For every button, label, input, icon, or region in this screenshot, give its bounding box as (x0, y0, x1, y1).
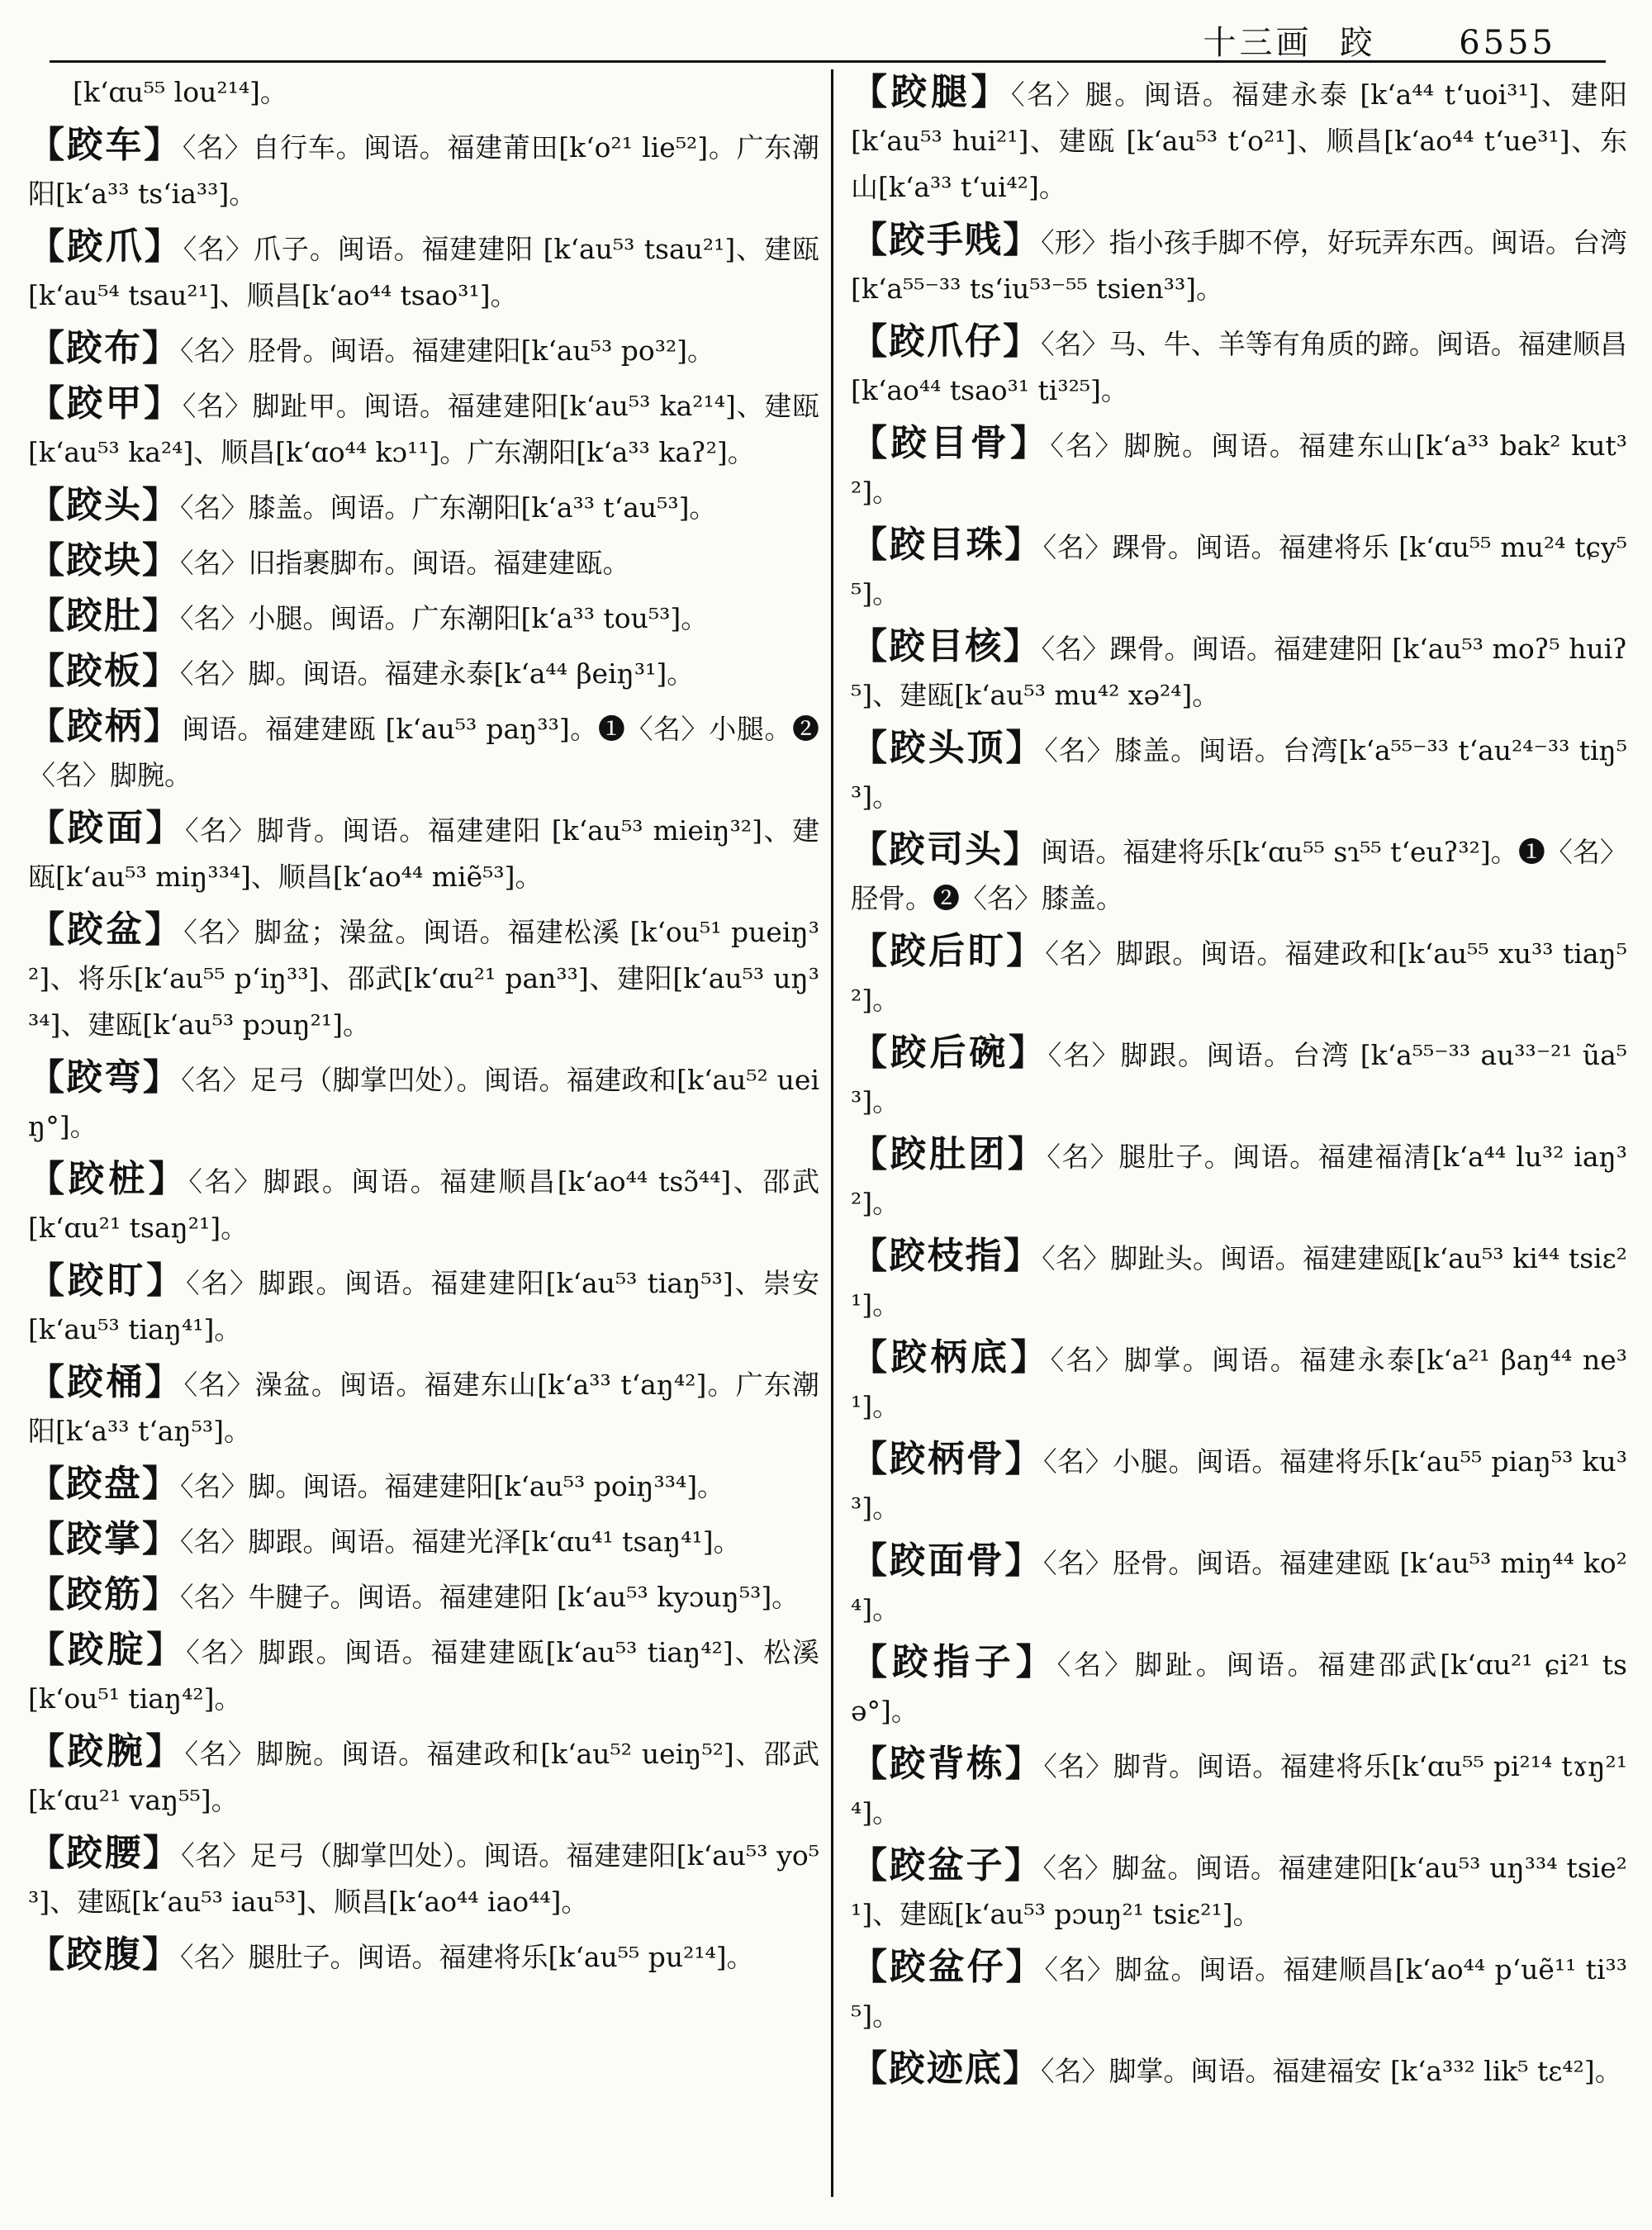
dictionary-entry (851, 624, 1627, 719)
entry-headword: 【跤腚】 (28, 1629, 187, 1671)
entry-headword: 【跤腹】 (28, 1933, 180, 1976)
entry-headword: 【跤筋】 (28, 1573, 180, 1616)
entry-definition: 〈名〉脚趾甲。闽语。福建建阳[k‘au⁵³ ka²¹⁴]、建瓯[k‘au⁵³ ka²⁴]、顺昌[k‘ɑo⁴⁴ kɔ¹¹]。广东潮阳[k‘a³³ kaʔ²]。 (28, 390, 819, 468)
dictionary-entry (28, 224, 819, 319)
entry-headword: 【跤目骨】 (851, 422, 1051, 464)
entry-definition: 〈名〉脚。闽语。福建永泰[k‘a⁴⁴ βeiŋ³¹]。 (180, 657, 695, 690)
entry-headword: 【跤肚】 (28, 595, 180, 637)
entry-headword: 【跤头】 (28, 484, 180, 526)
dictionary-entry (28, 1156, 819, 1251)
entry-headword: 【跤目珠】 (851, 524, 1043, 566)
entry-headword: 【跤后盯】 (851, 930, 1046, 972)
entry-definition: 〈名〉脚腕。闽语。福建政和[k‘au⁵² ueiŋ⁵²]、邵武[k‘ɑu²¹ vaŋ⁵⁵]。 (28, 1738, 819, 1816)
entry-definition: 〈名〉澡盆。闽语。福建东山[k‘a³³ t‘aŋ⁴²]。广东潮阳[k‘a³³ t‘aŋ⁵³]。 (28, 1369, 819, 1447)
page-header (50, 13, 1606, 63)
dictionary-entry (28, 69, 819, 116)
dictionary-entry (28, 648, 819, 697)
dictionary-entry (28, 538, 819, 586)
dictionary-entry (28, 593, 819, 642)
entry-headword: 【跤布】 (28, 327, 180, 369)
entry-headword: 【跤腰】 (28, 1832, 182, 1874)
entry-headword: 【跤后碗】 (851, 1032, 1048, 1074)
entry-definition: 〈名〉足弓（脚掌凹处）。闽语。福建政和[k‘au⁵² ueiŋ°]。 (28, 1064, 819, 1142)
entry-definition: 〈名〉爪子。闽语。福建建阳 [k‘au⁵³ tsau²¹]、建瓯[k‘au⁵⁴ tsau²¹]、顺昌[k‘ao⁴⁴ tsao³¹]。 (28, 233, 819, 311)
entry-definition: 〈名〉自行车。闽语。福建莆田[k‘o²¹ lie⁵²]。广东潮阳[k‘a³³ ts‘ia³³]。 (28, 131, 819, 210)
dictionary-entry (28, 1055, 819, 1150)
entry-definition: [k‘ɑu⁵⁵ lou²¹⁴]。 (73, 76, 287, 108)
entry-definition: 〈名〉旧指裹脚布。闽语。福建建瓯。 (180, 547, 630, 579)
entry-headword: 【跤盆】 (28, 909, 184, 951)
entry-definition: 〈名〉脚跟。闽语。福建顺昌[k‘ao⁴⁴ tsɔ̃⁴⁴]、邵武 [k‘ɑu²¹ tsaŋ²¹]。 (28, 1165, 819, 1244)
dictionary-entry (851, 1944, 1627, 2039)
entry-definition: 〈名〉胫骨。闽语。福建建瓯 [k‘au⁵³ miŋ⁴⁴ ko²⁴]。 (851, 1547, 1627, 1625)
entry-headword: 【跤板】 (28, 650, 180, 692)
dictionary-entry (28, 1359, 819, 1454)
entry-definition: 〈名〉脚。闽语。福建建阳[k‘au⁵³ poiŋ³³⁴]。 (180, 1470, 725, 1502)
entry-headword: 【跤指子】 (851, 1641, 1057, 1683)
dictionary-entry (851, 1233, 1627, 1328)
entry-headword: 【跤柄】 (28, 705, 183, 747)
entry-definition: 〈名〉脚盆。闽语。福建建阳[k‘au⁵³ uŋ³³⁴ tsie²¹]、建瓯[k‘au⁵³ pɔuŋ²¹ tsiɛ²¹]。 (851, 1852, 1627, 1930)
entry-definition: 〈名〉脚背。闽语。福建建阳 [k‘au⁵³ mieiŋ³²]、建瓯[k‘au⁵³ miŋ³³⁴]、顺昌[k‘ao⁴⁴ miẽ⁵³]。 (28, 814, 819, 893)
dictionary-entry (851, 420, 1627, 515)
entry-headword: 【跤腕】 (28, 1730, 185, 1772)
entry-headword: 【跤车】 (28, 124, 183, 166)
dictionary-entry (851, 217, 1627, 312)
entry-definition: 〈名〉足弓（脚掌凹处）。闽语。福建建阳[k‘au⁵³ yo⁵³]、建瓯[k‘au⁵³ iau⁵³]、顺昌[k‘ao⁴⁴ iao⁴⁴]。 (28, 1839, 819, 1918)
dictionary-entry (28, 1258, 819, 1353)
entry-definition: 〈形〉指小孩手脚不停，好玩弄东西。闽语。台湾[k‘a⁵⁵⁻³³ ts‘iu⁵³⁻⁵⁵ tsien³³]。 (851, 226, 1627, 305)
dictionary-entry (851, 1843, 1627, 1938)
dictionary-entry (28, 122, 819, 217)
dictionary-entry (851, 725, 1627, 820)
dictionary-entry (851, 1335, 1627, 1430)
entry-definition: 〈名〉脚跟。闽语。福建建瓯[k‘au⁵³ tiaŋ⁴²]、松溪[k‘ou⁵¹ tiaŋ⁴²]。 (28, 1636, 819, 1715)
entry-definition: 〈名〉膝盖。闽语。台湾[k‘a⁵⁵⁻³³ t‘au²⁴⁻³³ tiŋ⁵³]。 (851, 734, 1627, 813)
entry-headword: 【跤爪】 (28, 225, 183, 268)
entry-headword: 【跤桶】 (28, 1361, 184, 1403)
entry-definition: 〈名〉脚背。闽语。福建将乐[k‘ɑu⁵⁵ pi²¹⁴ tɤŋ²¹⁴]。 (851, 1750, 1627, 1829)
entry-headword: 【跤司头】 (851, 828, 1042, 871)
dictionary-entry (28, 1461, 819, 1510)
entry-headword: 【跤背栋】 (851, 1743, 1044, 1785)
dictionary-entry (28, 805, 819, 900)
entry-definition: 〈名〉脚腕。闽语。福建东山[k‘a³³ bak² kut³²]。 (851, 429, 1627, 508)
entry-definition: 〈名〉腿肚子。闽语。福建将乐[k‘au⁵⁵ pu²¹⁴]。 (180, 1941, 754, 1973)
dictionary-entry (28, 704, 819, 799)
entry-headword: 【跤肚团】 (851, 1133, 1047, 1175)
entry-headword: 【跤块】 (28, 539, 180, 581)
dictionary-entry (28, 381, 819, 476)
dictionary-entry (851, 319, 1627, 414)
entry-definition: 〈名〉马、牛、羊等有角质的蹄。闽语。福建顺昌[k‘ao⁴⁴ tsao³¹ ti³²⁵]。 (851, 328, 1627, 406)
left-column (28, 69, 819, 2213)
entry-definition: 〈名〉脚跟。闽语。台湾 [k‘a⁵⁵⁻³³ au³³⁻²¹ ũa⁵³]。 (851, 1039, 1627, 1117)
entry-definition: 〈名〉脚趾头。闽语。福建建瓯[k‘au⁵³ ki⁴⁴ tsiɛ²¹]。 (851, 1242, 1627, 1321)
entry-definition: 〈名〉胫骨。闽语。福建建阳[k‘au⁵³ po³²]。 (180, 334, 715, 367)
entry-headword: 【跤头顶】 (851, 727, 1045, 769)
dictionary-entry (851, 1538, 1627, 1633)
entry-definition: 闽语。福建将乐[k‘ɑu⁵⁵ sɿ⁵⁵ t‘euʔ³²]。❶〈名〉胫骨。❷〈名〉膝盖。 (851, 836, 1627, 914)
entry-definition: 〈名〉脚掌。闽语。福建永泰[k‘a²¹ βaŋ⁴⁴ ne³¹]。 (851, 1344, 1627, 1422)
entry-definition: 〈名〉脚趾。闽语。福建邵武[k‘ɑu²¹ ɕi²¹ tsə°]。 (851, 1649, 1627, 1727)
entry-headword: 【跤盯】 (28, 1260, 187, 1302)
entry-definition: 〈名〉脚掌。闽语。福建福安 [k‘a³³² lik⁵ tɛ⁴²]。 (1041, 2055, 1622, 2087)
header-rule (50, 60, 1606, 63)
dictionary-entry (851, 1030, 1627, 1125)
entry-definition: 〈名〉小腿。闽语。福建将乐[k‘au⁵⁵ piaŋ⁵³ ku³³]。 (851, 1445, 1627, 1524)
entry-definition: 〈名〉牛腱子。闽语。福建建阳 [k‘au⁵³ kyɔuŋ⁵³]。 (180, 1581, 800, 1613)
running-header: 十三画 跤 6555 (1203, 24, 1556, 62)
dictionary-entry (851, 1639, 1627, 1734)
dictionary-entry (28, 1830, 819, 1925)
dictionary-entry (851, 522, 1627, 617)
dictionary-entry (28, 907, 819, 1048)
entry-headword: 【跤柄骨】 (851, 1438, 1044, 1480)
dictionary-entry (851, 1132, 1627, 1226)
dictionary-entry (28, 1729, 819, 1824)
entry-definition: 〈名〉小腿。闽语。广东潮阳[k‘a³³ tou⁵³]。 (180, 602, 709, 634)
entry-headword: 【跤盘】 (28, 1463, 180, 1505)
right-column (851, 69, 1627, 2213)
dictionary-entry (851, 928, 1627, 1023)
entry-definition: 〈名〉脚跟。闽语。福建光泽[k‘ɑu⁴¹ tsaŋ⁴¹]。 (180, 1525, 741, 1558)
dictionary-entry (28, 1516, 819, 1565)
entry-definition: 〈名〉脚跟。闽语。福建建阳[k‘au⁵³ tiaŋ⁵³]、崇安[k‘au⁵³ tiaŋ⁴¹]。 (28, 1267, 819, 1345)
dictionary-entry (28, 325, 819, 374)
entry-headword: 【跤手贱】 (851, 219, 1042, 261)
entry-definition: 〈名〉腿。闽语。福建永泰 [k‘a⁴⁴ t‘uoi³¹]、建阳 [k‘au⁵³ hui²¹]、建瓯 [k‘au⁵³ t‘o²¹]、顺昌[k‘ao⁴⁴ t‘ue³¹]、东山[k‘a³³ t‘ui⁴²]。 (851, 78, 1627, 203)
entry-headword: 【跤腿】 (851, 71, 1011, 113)
entry-headword: 【跤桩】 (28, 1158, 189, 1200)
dictionary-entry (851, 69, 1627, 211)
entry-headword: 【跤弯】 (28, 1056, 182, 1098)
dictionary-entry (851, 1741, 1627, 1836)
entry-headword: 【跤甲】 (28, 382, 183, 425)
column-divider (831, 69, 833, 2197)
entry-definition: 〈名〉脚盆；澡盆。闽语。福建松溪 [k‘ou⁵¹ pueiŋ³²]、将乐[k‘au⁵⁵ p‘iŋ³³]、邵武[k‘ɑu²¹ pan³³]、建阳[k‘au⁵³ uŋ³³⁴]、建瓯[k‘au⁵³ pɔuŋ²¹]。 (28, 916, 819, 1041)
entry-headword: 【跤柄底】 (851, 1336, 1051, 1378)
entry-headword: 【跤目核】 (851, 625, 1042, 667)
entry-definition: 〈名〉踝骨。闽语。福建建阳 [k‘au⁵³ moʔ⁵ huiʔ⁵]、建瓯[k‘au⁵³ mu⁴² xə²⁴]。 (851, 633, 1627, 711)
entry-headword: 【跤盆仔】 (851, 1946, 1045, 1988)
dictionary-entry (851, 827, 1627, 922)
entry-headword: 【跤枝指】 (851, 1235, 1042, 1277)
entry-headword: 【跤面骨】 (851, 1540, 1044, 1582)
entry-headword: 【跤迹底】 (851, 2047, 1041, 2090)
entry-headword: 【跤爪仔】 (851, 320, 1042, 363)
entry-definition: 〈名〉脚跟。闽语。福建政和[k‘au⁵⁵ xu³³ tiaŋ⁵²]。 (851, 937, 1627, 1016)
dictionary-entry (28, 1572, 819, 1620)
entry-definition: 〈名〉腿肚子。闽语。福建福清[k‘a⁴⁴ lu³² iaŋ³²]。 (851, 1141, 1627, 1219)
entry-definition: 〈名〉膝盖。闽语。广东潮阳[k‘a³³ t‘au⁵³]。 (180, 491, 717, 524)
entry-headword: 【跤掌】 (28, 1518, 180, 1560)
dictionary-entry (28, 482, 819, 531)
entry-definition: 闽语。福建建瓯 [k‘au⁵³ paŋ³³]。❶〈名〉小腿。❷〈名〉脚腕。 (28, 713, 819, 791)
dictionary-entry (28, 1932, 819, 1981)
dictionary-entry (851, 1436, 1627, 1531)
entry-definition: 〈名〉脚盆。闽语。福建顺昌[k‘ao⁴⁴ p‘uẽ¹¹ ti³³⁵]。 (851, 1953, 1627, 2032)
entry-definition: 〈名〉踝骨。闽语。福建将乐 [k‘ɑu⁵⁵ mu²⁴ tɕy⁵⁵]。 (851, 531, 1627, 610)
dictionary-entry (28, 1627, 819, 1722)
entry-headword: 【跤面】 (28, 807, 185, 849)
entry-headword: 【跤盆子】 (851, 1844, 1043, 1886)
dictionary-entry (851, 2046, 1627, 2095)
